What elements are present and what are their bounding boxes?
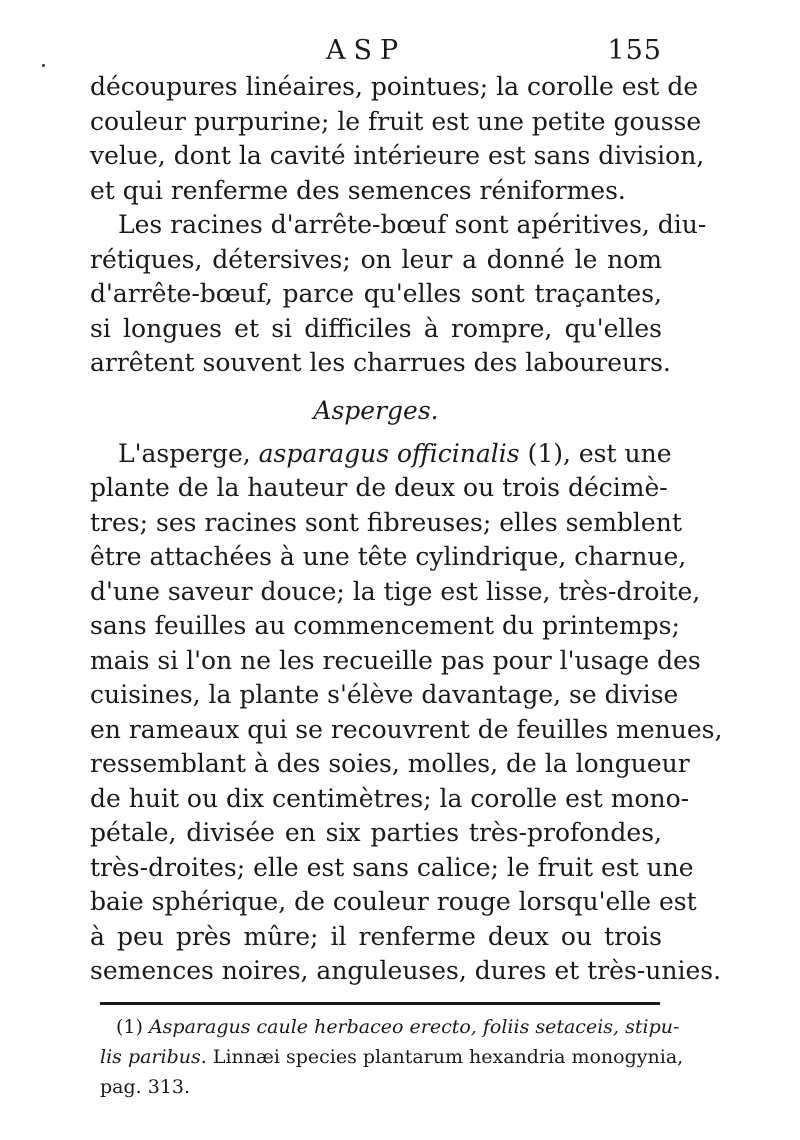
- page-number: 155: [607, 35, 662, 66]
- text-line: d'arrête-bœuf, parce qu'elles sont traçantes,: [90, 279, 662, 308]
- text-line: cuisines, la plante s'élève davantage, se divise: [90, 680, 679, 709]
- text-line: très-droites; elle est sans calice; le fruit est une: [90, 852, 694, 882]
- text-line: baie sphérique, de couleur rouge lorsqu'elle est: [90, 887, 697, 916]
- footnote-citation: Linnæi species plantarum hexandria monogynia,: [206, 1046, 684, 1068]
- footnote-rule: [100, 1002, 660, 1005]
- text-line: de huit ou dix centimètres; la corolle est mono-: [90, 783, 690, 813]
- text-line: pétale, divisée en six parties très-profondes,: [90, 818, 662, 847]
- text-line: velue, dont la cavité intérieure est sans division,: [90, 141, 705, 170]
- text-line: Les racines d'arrête-bœuf sont apéritives, diu-: [118, 210, 707, 239]
- footnote-line: [100, 1042, 684, 1072]
- footnote-line: pag. 313.: [100, 1076, 191, 1098]
- text-line: [90, 437, 672, 472]
- botanical-name: asparagus officinalis: [258, 438, 520, 468]
- footnote-latin: lis paribus.: [100, 1046, 207, 1068]
- footnote: [100, 1012, 684, 1102]
- text-line: couleur purpurine; le fruit est une petite gousse: [90, 106, 702, 136]
- text-line: mais si l'on ne les recueille pas pour l'usage des: [90, 645, 701, 675]
- running-title: ASP: [326, 35, 407, 66]
- text-line: sans feuilles au commencement du printemps;: [90, 611, 680, 640]
- running-head: [90, 34, 662, 68]
- text-line: et qui renferme des semences réniformes.: [90, 175, 626, 205]
- footnote-line: [100, 1012, 680, 1042]
- text-line: être attachées à une tête cylindrique, charnue,: [90, 542, 687, 571]
- ink-speck: [42, 64, 45, 67]
- text-line: rétiques, détersives; on leur a donné le nom: [90, 244, 662, 274]
- text-line: si longues et si difficiles à rompre, qu'elles: [90, 313, 662, 343]
- text-line: tres; ses racines sont fibreuses; elles semblent: [90, 507, 682, 537]
- body-text: [90, 70, 723, 989]
- text-line: à peu près mûre; il renferme deux ou trois: [90, 921, 662, 951]
- text-line: découpures linéaires, pointues; la corolle est de: [90, 72, 699, 101]
- text-line: d'une saveur douce; la tige est lisse, très-droite,: [90, 576, 701, 606]
- section-heading: Asperges.: [313, 395, 439, 425]
- text-line: ressemblant à des soies, molles, de la longueur: [90, 749, 690, 778]
- text-line: en rameaux qui se recouvrent de feuilles menues,: [90, 714, 723, 744]
- text-line: arrêtent souvent les charrues des laboureurs.: [90, 348, 671, 377]
- footnote-marker: (1): [116, 1016, 149, 1038]
- footnote-latin: Asparagus caule herbaceo erecto, foliis setaceis, stipu-: [148, 1016, 680, 1038]
- text-line: semences noires, anguleuses, dures et très-unies.: [90, 956, 722, 985]
- text-span: (1), est une: [519, 438, 672, 468]
- text-span: L'asperge,: [118, 438, 259, 468]
- text-line: plante de la hauteur de deux ou trois décimè-: [90, 473, 668, 502]
